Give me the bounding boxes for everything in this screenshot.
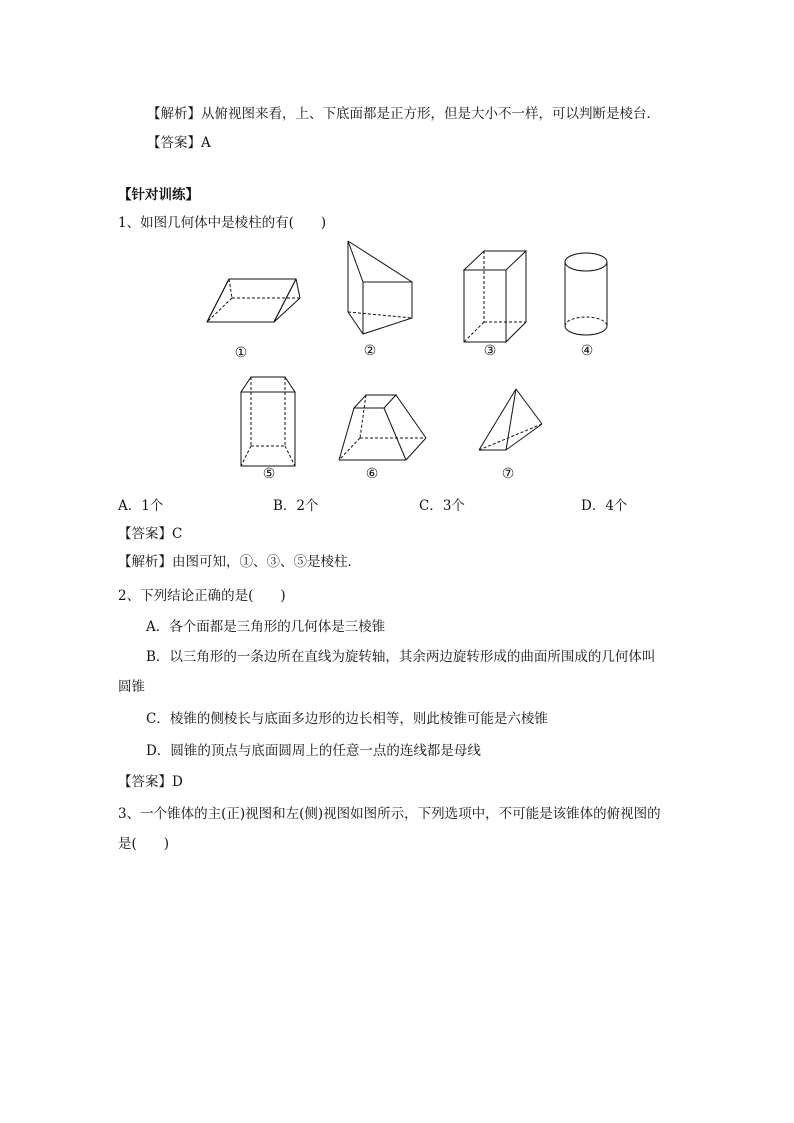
figure-6-label: ⑥ bbox=[365, 466, 379, 482]
figure-3-label: ③ bbox=[483, 343, 497, 359]
figure-3-rectangular-prism bbox=[460, 248, 530, 346]
figure-2-label: ② bbox=[363, 343, 377, 359]
q3-stem-line1: 3、一个锥体的主(正)视图和左(侧)视图如图所示，下列选项中，不可能是该锥体的俯视图的 bbox=[118, 806, 661, 822]
figure-5-prism bbox=[237, 374, 299, 470]
q1-stem: 1、如图几何体中是棱柱的有( ) bbox=[118, 215, 327, 231]
q2-option-c: C．棱锥的侧棱长与底面多边形的边长相等，则此棱锥可能是六棱锥 bbox=[146, 711, 548, 727]
figure-2-wedge bbox=[343, 238, 419, 338]
prev-answer: 【答案】A bbox=[147, 135, 211, 151]
q1-option-c: C．3个 bbox=[419, 498, 465, 514]
figure-4-cylinder bbox=[561, 250, 611, 340]
figure-4-label: ④ bbox=[580, 343, 594, 359]
q1-option-b: B．2个 bbox=[273, 498, 319, 514]
q2-option-b-line1: B．以三角形的一条边所在直线为旋转轴，其余两边旋转形成的曲面所围成的几何体叫 bbox=[146, 649, 656, 665]
q2-option-a: A．各个面都是三角形的几何体是三棱锥 bbox=[146, 619, 386, 635]
q1-option-d: D．4个 bbox=[581, 498, 628, 514]
prev-analysis: 【解析】从俯视图来看，上、下底面都是正方形，但是大小不一样，可以判断是棱台． bbox=[147, 106, 660, 122]
q1-analysis: 【解析】由图可知，①、③、⑤是棱柱． bbox=[118, 554, 361, 570]
q2-option-b-line2: 圆锥 bbox=[118, 679, 145, 695]
figure-7-tetrahedron bbox=[476, 386, 546, 456]
q1-option-a: A．1个 bbox=[118, 498, 164, 514]
figure-5-label: ⑤ bbox=[262, 466, 276, 482]
q2-stem: 2、下列结论正确的是( ) bbox=[118, 588, 286, 604]
section-title: 【针对训练】 bbox=[118, 187, 199, 203]
figure-1-triangular-prism bbox=[204, 276, 304, 328]
figure-1-label: ① bbox=[234, 345, 248, 361]
q2-answer: 【答案】D bbox=[118, 774, 183, 790]
figure-7-label: ⑦ bbox=[501, 466, 515, 482]
q3-stem-line2: 是( ) bbox=[118, 836, 170, 852]
q2-option-d: D．圆锥的顶点与底面圆周上的任意一点的连线都是母线 bbox=[146, 743, 481, 759]
figure-6-frustum bbox=[336, 392, 430, 464]
q1-answer: 【答案】C bbox=[118, 526, 183, 542]
